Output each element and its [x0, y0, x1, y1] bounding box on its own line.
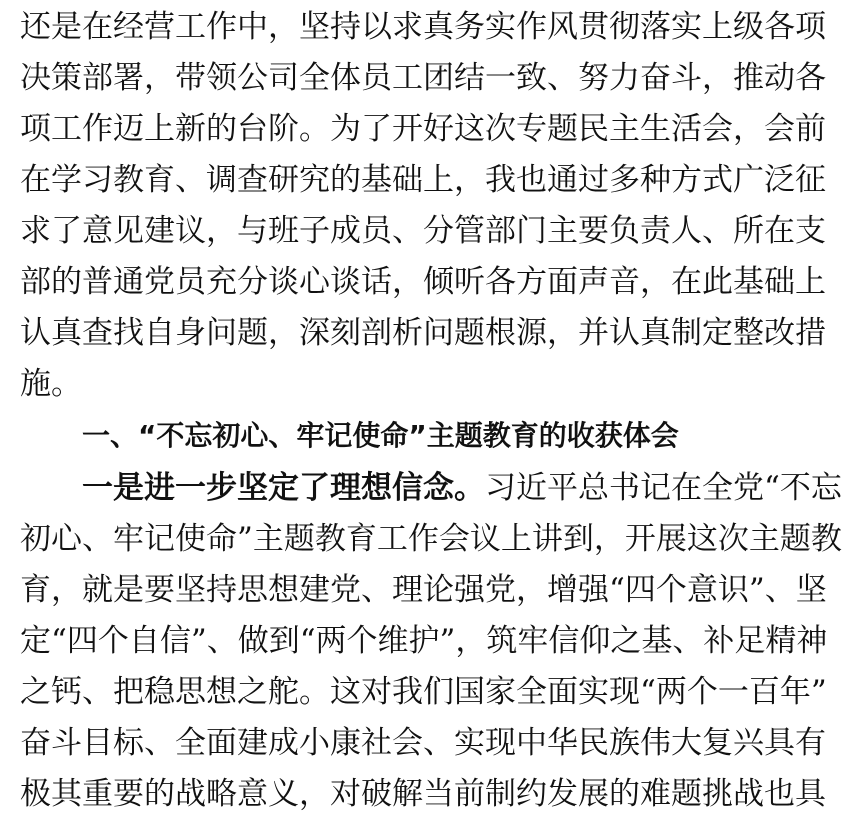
intro-line: 还是在经营工作中，坚持以求真务实作风贯彻落实上级各项 — [20, 9, 826, 45]
paragraph-line: 极其重要的战略意义，对破解当前制约发展的难题挑战也具 — [20, 776, 826, 812]
paragraph-line: 育，就是要坚持思想建党、理论强党，增强“四个意识”、坚 — [20, 572, 827, 608]
intro-line: 在学习教育、调查研究的基础上，我也通过多种方式广泛征 — [20, 162, 826, 198]
intro-line: 决策部署，带领公司全体员工团结一致、努力奋斗，推动各 — [20, 60, 826, 96]
paragraph-lead: 一是进一步坚定了理想信念。 — [82, 470, 485, 506]
paragraph-first-line — [82, 459, 842, 517]
paragraph-line: 之钙、把稳思想之舵。这对我们国家全面实现“两个一百年” — [20, 674, 827, 710]
paragraph-line: 定“四个自信”、做到“两个维护”，筑牢信仰之基、补足精神 — [20, 623, 828, 659]
paragraph-line: 初心、牢记使命”主题教育工作会议上讲到，开展这次主题教 — [20, 521, 842, 557]
intro-line: 认真查找自身问题，深刻剖析问题根源，并认真制定整改措 — [20, 315, 826, 351]
intro-line: 求了意见建议，与班子成员、分管部门主要负责人、所在支 — [20, 213, 826, 249]
paragraph-first-line-rest: 习近平总书记在全党“不忘 — [485, 470, 842, 506]
intro-line: 部的普通党员充分谈心谈话，倾听各方面声音，在此基础上 — [20, 264, 826, 300]
paragraph-line: 奋斗目标、全面建成小康社会、实现中华民族伟大复兴具有 — [20, 725, 826, 761]
intro-line: 项工作迈上新的台阶。为了开好这次专题民主生活会，会前 — [20, 111, 826, 147]
intro-line: 施。 — [20, 366, 82, 402]
section-heading: 一、“不忘初心、牢记使命”主题教育的收获体会 — [82, 419, 679, 452]
